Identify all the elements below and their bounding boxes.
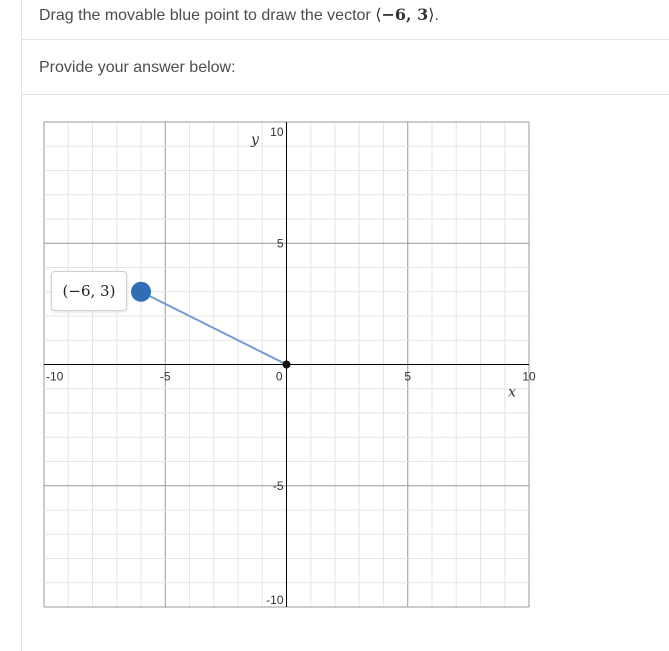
vector xyxy=(131,282,291,369)
vector-tail-point xyxy=(283,361,291,369)
movable-blue-point[interactable] xyxy=(131,282,151,302)
y-tick-label: 10 xyxy=(270,125,284,139)
x-axis-label: x xyxy=(508,384,516,401)
x-tick-label: 0 xyxy=(275,369,283,384)
question-text: Drag the movable blue point to draw the vector ⟨−6, 3⟩. xyxy=(39,5,439,24)
vector-math: ⟨−6, 3⟩ xyxy=(375,5,435,24)
x-tick-label: 5 xyxy=(404,369,412,384)
x-tick-label: 10 xyxy=(522,369,536,384)
answer-prompt: Provide your answer below: xyxy=(39,59,236,76)
y-tick-label: -5 xyxy=(272,478,284,493)
y-tick-label: -10 xyxy=(266,593,284,607)
question-prefix: Drag the movable blue point to draw the vector xyxy=(39,7,376,24)
y-axis-label: y xyxy=(251,131,259,148)
x-tick-label: -10 xyxy=(46,369,64,384)
y-tick-label: 5 xyxy=(276,236,284,251)
point-coordinate-label: (−6, 3) xyxy=(51,271,127,311)
x-tick-label: -5 xyxy=(159,369,171,384)
